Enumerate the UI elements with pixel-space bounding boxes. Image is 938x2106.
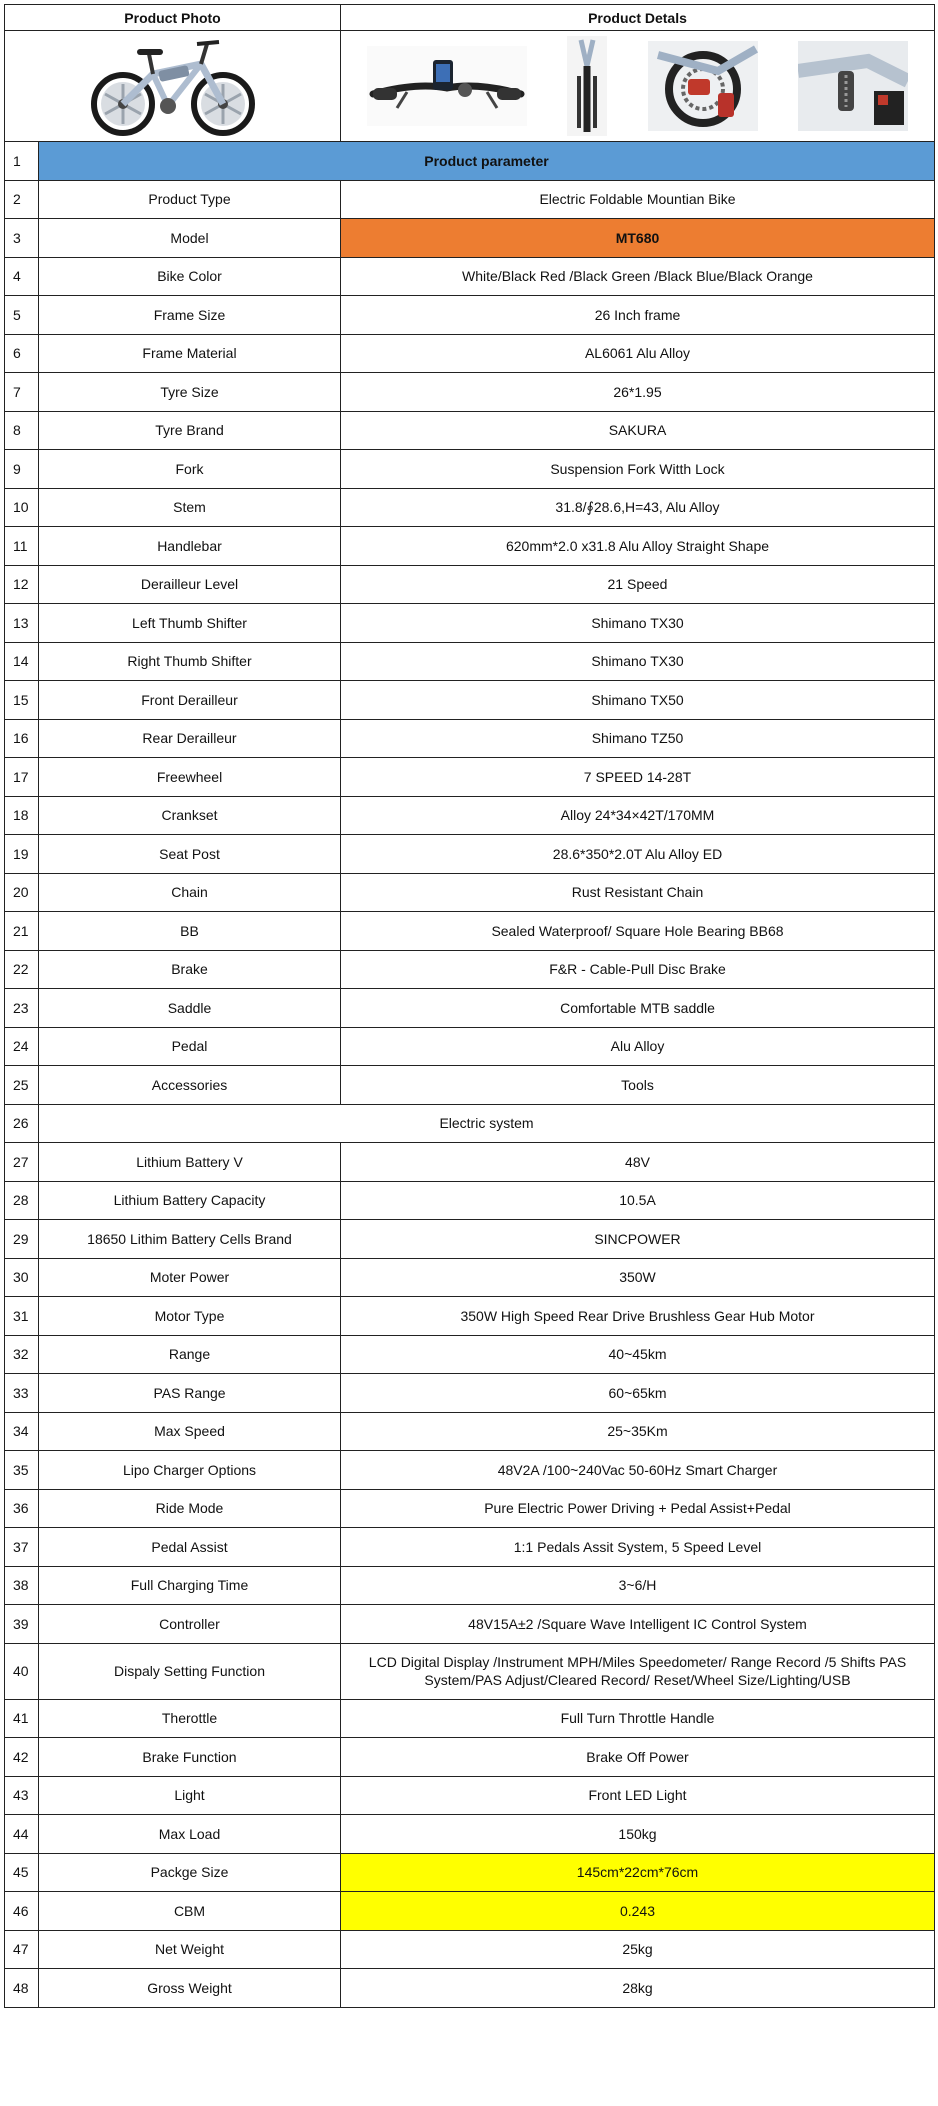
param-name-pedal: Pedal: [39, 1027, 341, 1066]
param-value-cbm: 0.243: [341, 1892, 935, 1931]
front-fork-image: [567, 36, 607, 136]
table-row: [5, 1969, 935, 2008]
row-number: 42: [5, 1738, 39, 1777]
param-value-accessories: Tools: [341, 1066, 935, 1105]
param-name-chain: Chain: [39, 873, 341, 912]
section-title-electric-system: Electric system: [39, 1104, 935, 1143]
param-value-pedal: Alu Alloy: [341, 1027, 935, 1066]
table-row: [5, 1853, 935, 1892]
table-row: [5, 1566, 935, 1605]
table-row: [5, 373, 935, 412]
param-value-front-derailleur: Shimano TX50: [341, 681, 935, 720]
row-number: 13: [5, 604, 39, 643]
table-row: [5, 873, 935, 912]
row-number: 36: [5, 1489, 39, 1528]
row-number: 1: [5, 142, 39, 181]
param-value-lithium-battery-v: 48V: [341, 1143, 935, 1182]
param-name-saddle: Saddle: [39, 989, 341, 1028]
param-name-pedal-assist: Pedal Assist: [39, 1528, 341, 1567]
param-name-pas-range: PAS Range: [39, 1374, 341, 1413]
row-number: 38: [5, 1566, 39, 1605]
param-name-lithium-battery-capacity: Lithium Battery Capacity: [39, 1181, 341, 1220]
table-row: [5, 1815, 935, 1854]
param-value-left-thumb-shifter: Shimano TX30: [341, 604, 935, 643]
param-name-left-thumb-shifter: Left Thumb Shifter: [39, 604, 341, 643]
param-name-ride-mode: Ride Mode: [39, 1489, 341, 1528]
table-row: [5, 1220, 935, 1259]
spec-table: [4, 4, 935, 2008]
param-value-motor-type: 350W High Speed Rear Drive Brushless Gear Hub Motor: [341, 1297, 935, 1336]
row-number: 3: [5, 219, 39, 258]
table-row: [5, 950, 935, 989]
param-value-moter-power: 350W: [341, 1258, 935, 1297]
param-value-right-thumb-shifter: Shimano TX30: [341, 642, 935, 681]
param-value-saddle: Comfortable MTB saddle: [341, 989, 935, 1028]
row-number: 41: [5, 1699, 39, 1738]
param-name-product-type: Product Type: [39, 180, 341, 219]
table-row: [5, 142, 935, 181]
param-value-bike-color: White/Black Red /Black Green /Black Blue/Black Orange: [341, 257, 935, 296]
param-name-brake-function: Brake Function: [39, 1738, 341, 1777]
param-value-full-charging-time: 3~6/H: [341, 1566, 935, 1605]
param-name-stem: Stem: [39, 488, 341, 527]
param-name-max-speed: Max Speed: [39, 1412, 341, 1451]
param-name-motor-type: Motor Type: [39, 1297, 341, 1336]
table-row: [5, 1027, 935, 1066]
folding-bike-image: [83, 34, 263, 138]
table-row: [5, 1181, 935, 1220]
param-name-bike-color: Bike Color: [39, 257, 341, 296]
row-number: 25: [5, 1066, 39, 1105]
param-value-18650-lithim-battery-cells-brand: SINCPOWER: [341, 1220, 935, 1259]
param-name-derailleur-level: Derailleur Level: [39, 565, 341, 604]
row-number: 7: [5, 373, 39, 412]
table-row: [5, 1143, 935, 1182]
row-number: 45: [5, 1853, 39, 1892]
table-row: [5, 604, 935, 643]
param-name-therottle: Therottle: [39, 1699, 341, 1738]
param-value-frame-material: AL6061 Alu Alloy: [341, 334, 935, 373]
param-value-range: 40~45km: [341, 1335, 935, 1374]
row-number: 43: [5, 1776, 39, 1815]
param-name-crankset: Crankset: [39, 796, 341, 835]
param-value-tyre-size: 26*1.95: [341, 373, 935, 412]
table-row: [5, 1297, 935, 1336]
row-number: 4: [5, 257, 39, 296]
param-value-tyre-brand: SAKURA: [341, 411, 935, 450]
row-number: 21: [5, 912, 39, 951]
param-value-lithium-battery-capacity: 10.5A: [341, 1181, 935, 1220]
row-number: 35: [5, 1451, 39, 1490]
row-number: 33: [5, 1374, 39, 1413]
param-value-model: MT680: [341, 219, 935, 258]
row-number: 10: [5, 488, 39, 527]
param-value-pedal-assist: 1:1 Pedals Assit System, 5 Speed Level: [341, 1528, 935, 1567]
row-number: 17: [5, 758, 39, 797]
row-number: 19: [5, 835, 39, 874]
param-name-gross-weight: Gross Weight: [39, 1969, 341, 2008]
table-row: [5, 296, 935, 335]
param-value-stem: 31.8/∮28.6,H=43, Alu Alloy: [341, 488, 935, 527]
param-name-front-derailleur: Front Derailleur: [39, 681, 341, 720]
row-number: 46: [5, 1892, 39, 1931]
row-number: 15: [5, 681, 39, 720]
param-value-light: Front LED Light: [341, 1776, 935, 1815]
detail-photos-cell: [341, 31, 935, 142]
param-name-rear-derailleur: Rear Derailleur: [39, 719, 341, 758]
table-row: [5, 1643, 935, 1699]
table-row: [5, 1412, 935, 1451]
param-name-freewheel: Freewheel: [39, 758, 341, 797]
param-name-bb: BB: [39, 912, 341, 951]
param-value-crankset: Alloy 24*34×42T/170MM: [341, 796, 935, 835]
row-number: 5: [5, 296, 39, 335]
param-name-lipo-charger-options: Lipo Charger Options: [39, 1451, 341, 1490]
table-row: [5, 450, 935, 489]
param-name-range: Range: [39, 1335, 341, 1374]
table-row: [5, 912, 935, 951]
param-value-dispaly-setting-function: LCD Digital Display /Instrument MPH/Miles Speedometer/ Range Record /5 Shifts PAS System/PAS Adjust/Cleared Record/ Reset/Wheel Size/Lighting/USB: [341, 1643, 935, 1699]
param-name-dispaly-setting-function: Dispaly Setting Function: [39, 1643, 341, 1699]
param-value-rear-derailleur: Shimano TZ50: [341, 719, 935, 758]
param-name-accessories: Accessories: [39, 1066, 341, 1105]
param-value-packge-size: 145cm*22cm*76cm: [341, 1853, 935, 1892]
table-row: [5, 1451, 935, 1490]
param-value-max-speed: 25~35Km: [341, 1412, 935, 1451]
param-value-fork: Suspension Fork Witth Lock: [341, 450, 935, 489]
param-name-lithium-battery-v: Lithium Battery V: [39, 1143, 341, 1182]
table-row: [5, 1335, 935, 1374]
table-row: [5, 758, 935, 797]
row-number: 48: [5, 1969, 39, 2008]
param-value-ride-mode: Pure Electric Power Driving + Pedal Assist+Pedal: [341, 1489, 935, 1528]
param-name-fork: Fork: [39, 450, 341, 489]
param-value-derailleur-level: 21 Speed: [341, 565, 935, 604]
table-row: [5, 681, 935, 720]
table-row: [5, 1930, 935, 1969]
row-number: 34: [5, 1412, 39, 1451]
row-number: 31: [5, 1297, 39, 1336]
param-name-brake: Brake: [39, 950, 341, 989]
section-title-product-parameter: Product parameter: [39, 142, 935, 181]
param-value-net-weight: 25kg: [341, 1930, 935, 1969]
table-row: [5, 1258, 935, 1297]
param-name-frame-material: Frame Material: [39, 334, 341, 373]
row-number: 40: [5, 1643, 39, 1699]
param-name-light: Light: [39, 1776, 341, 1815]
table-row: [5, 257, 935, 296]
row-number: 28: [5, 1181, 39, 1220]
rear-derailleur-image: [648, 41, 758, 131]
param-name-net-weight: Net Weight: [39, 1930, 341, 1969]
row-number: 37: [5, 1528, 39, 1567]
row-number: 16: [5, 719, 39, 758]
param-value-seat-post: 28.6*350*2.0T Alu Alloy ED: [341, 835, 935, 874]
row-number: 32: [5, 1335, 39, 1374]
table-row: [5, 1489, 935, 1528]
param-name-cbm: CBM: [39, 1892, 341, 1931]
row-number: 23: [5, 989, 39, 1028]
row-number: 24: [5, 1027, 39, 1066]
table-row: [5, 1605, 935, 1644]
param-value-lipo-charger-options: 48V2A /100~240Vac 50-60Hz Smart Charger: [341, 1451, 935, 1490]
row-number: 26: [5, 1104, 39, 1143]
param-value-brake: F&R - Cable-Pull Disc Brake: [341, 950, 935, 989]
param-value-controller: 48V15A±2 /Square Wave Intelligent IC Control System: [341, 1605, 935, 1644]
row-number: 20: [5, 873, 39, 912]
table-row: [5, 1528, 935, 1567]
param-name-frame-size: Frame Size: [39, 296, 341, 335]
table-row: [5, 527, 935, 566]
param-value-max-load: 150kg: [341, 1815, 935, 1854]
param-name-controller: Controller: [39, 1605, 341, 1644]
param-name-tyre-brand: Tyre Brand: [39, 411, 341, 450]
row-number: 8: [5, 411, 39, 450]
param-value-product-type: Electric Foldable Mountian Bike: [341, 180, 935, 219]
param-value-bb: Sealed Waterproof/ Square Hole Bearing BB68: [341, 912, 935, 951]
table-row: [5, 334, 935, 373]
param-name-seat-post: Seat Post: [39, 835, 341, 874]
table-row: [5, 642, 935, 681]
param-value-frame-size: 26 Inch frame: [341, 296, 935, 335]
spec-rows: [5, 142, 935, 2008]
param-name-right-thumb-shifter: Right Thumb Shifter: [39, 642, 341, 681]
frame-suspension-image: [798, 41, 908, 131]
row-number: 9: [5, 450, 39, 489]
row-number: 6: [5, 334, 39, 373]
table-row: [5, 1104, 935, 1143]
table-row: [5, 180, 935, 219]
table-row: [5, 488, 935, 527]
photo-row: [5, 31, 935, 142]
row-number: 29: [5, 1220, 39, 1259]
row-number: 12: [5, 565, 39, 604]
row-number: 2: [5, 180, 39, 219]
param-value-pas-range: 60~65km: [341, 1374, 935, 1413]
row-number: 30: [5, 1258, 39, 1297]
table-row: [5, 1066, 935, 1105]
table-row: [5, 411, 935, 450]
param-name-moter-power: Moter Power: [39, 1258, 341, 1297]
param-name-tyre-size: Tyre Size: [39, 373, 341, 412]
table-row: [5, 565, 935, 604]
row-number: 44: [5, 1815, 39, 1854]
param-value-brake-function: Brake Off Power: [341, 1738, 935, 1777]
param-name-packge-size: Packge Size: [39, 1853, 341, 1892]
row-number: 22: [5, 950, 39, 989]
table-row: [5, 1699, 935, 1738]
param-value-freewheel: 7 SPEED 14-28T: [341, 758, 935, 797]
param-name-full-charging-time: Full Charging Time: [39, 1566, 341, 1605]
row-number: 47: [5, 1930, 39, 1969]
param-name-model: Model: [39, 219, 341, 258]
row-number: 14: [5, 642, 39, 681]
row-number: 27: [5, 1143, 39, 1182]
param-value-chain: Rust Resistant Chain: [341, 873, 935, 912]
table-row: [5, 1374, 935, 1413]
param-value-handlebar: 620mm*2.0 x31.8 Alu Alloy Straight Shape: [341, 527, 935, 566]
table-row: [5, 835, 935, 874]
param-value-gross-weight: 28kg: [341, 1969, 935, 2008]
product-details-header: Product Detals: [341, 5, 935, 31]
row-number: 11: [5, 527, 39, 566]
row-number: 39: [5, 1605, 39, 1644]
header-row: [5, 5, 935, 31]
main-photo-cell: [5, 31, 341, 142]
table-row: [5, 1892, 935, 1931]
row-number: 18: [5, 796, 39, 835]
table-row: [5, 989, 935, 1028]
table-row: [5, 796, 935, 835]
table-row: [5, 719, 935, 758]
product-photo-header: Product Photo: [5, 5, 341, 31]
table-row: [5, 1738, 935, 1777]
param-name-max-load: Max Load: [39, 1815, 341, 1854]
table-row: [5, 219, 935, 258]
param-value-therottle: Full Turn Throttle Handle: [341, 1699, 935, 1738]
handlebar-display-image: [367, 46, 527, 126]
table-row: [5, 1776, 935, 1815]
param-name-18650-lithim-battery-cells-brand: 18650 Lithim Battery Cells Brand: [39, 1220, 341, 1259]
param-name-handlebar: Handlebar: [39, 527, 341, 566]
